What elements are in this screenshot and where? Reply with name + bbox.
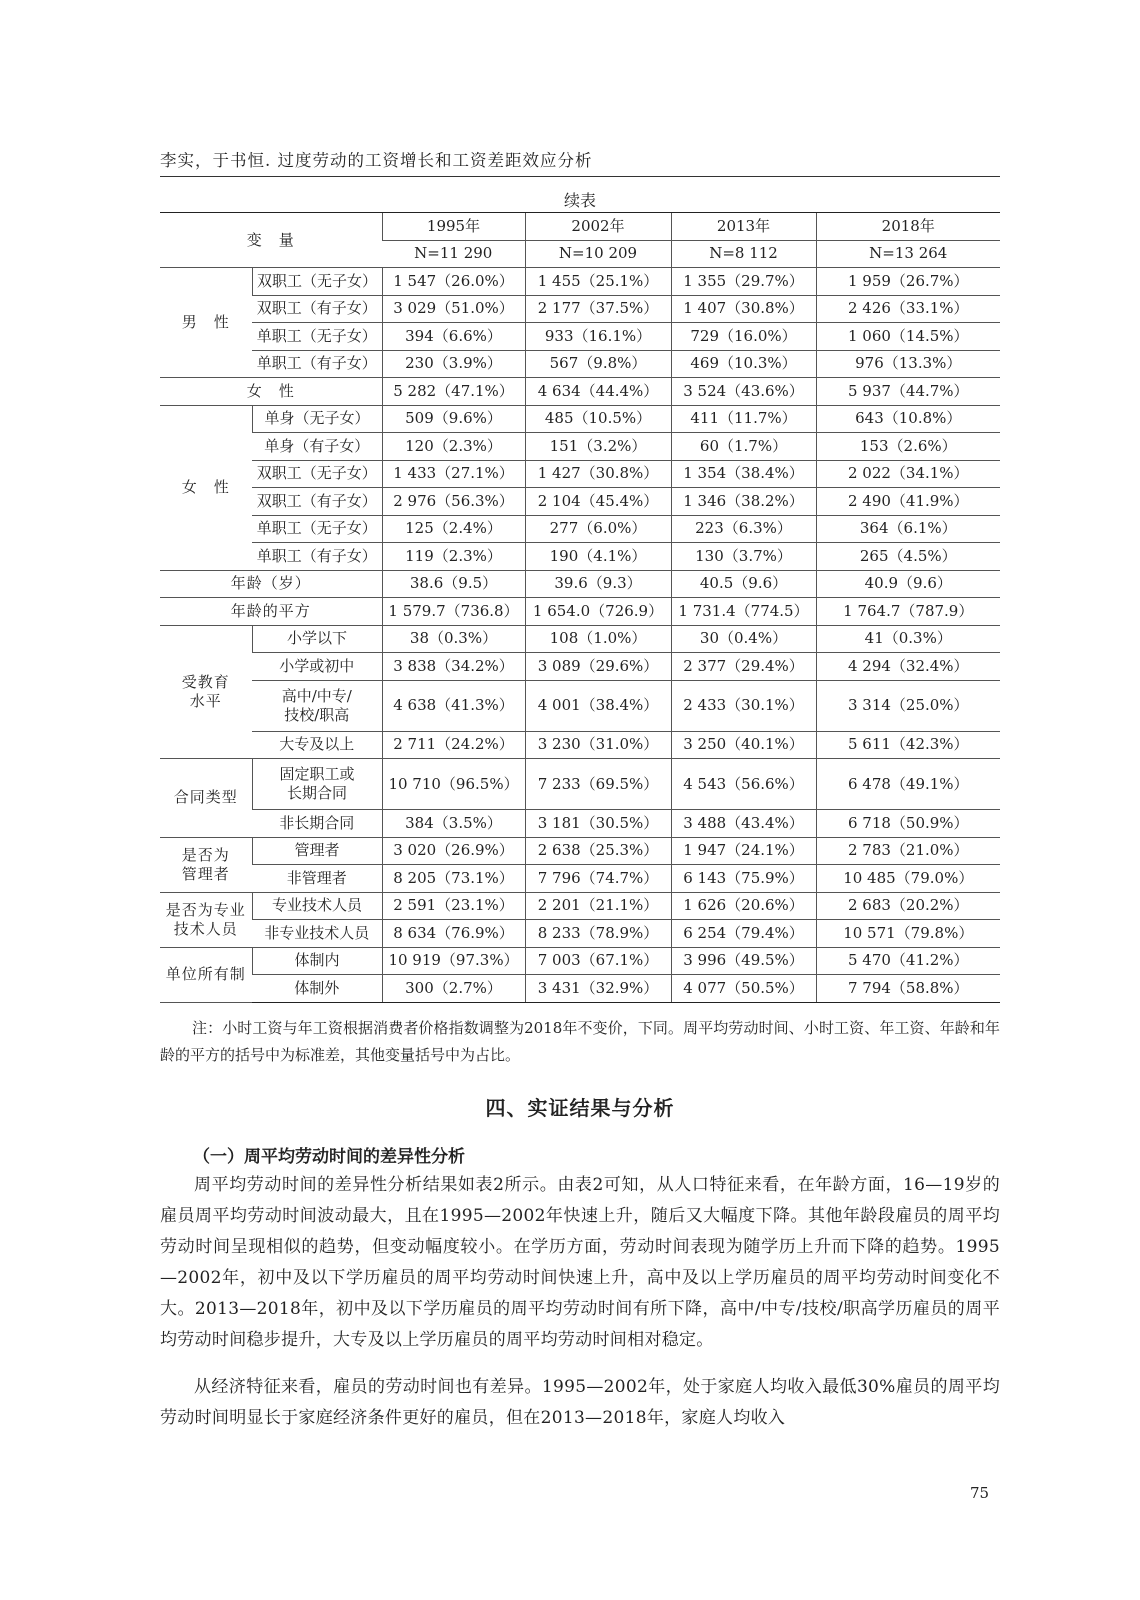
value-cell: 2 711（24.2%） (382, 731, 525, 759)
sub-label: 非专业技术人员 (252, 920, 382, 948)
value-cell: 7 003（67.1%） (525, 947, 671, 975)
table-row (160, 920, 1000, 948)
value-cell: 4 638（41.3%） (382, 680, 525, 731)
sub-label: 单身（无子女） (252, 405, 382, 433)
value-cell: 230（3.9%） (382, 350, 525, 378)
year-header: 1995年 (382, 213, 525, 241)
sub-label: 固定职工或 长期合同 (252, 759, 382, 810)
value-cell: 40.9（9.6） (816, 570, 1000, 598)
table-row (160, 975, 1000, 1003)
value-cell: 1 060（14.5%） (816, 323, 1000, 351)
value-cell: 1 346（38.2%） (671, 488, 816, 516)
value-cell: 2 377（29.4%） (671, 653, 816, 681)
group-label: 女 性 (160, 405, 252, 570)
value-cell: 3 431（32.9%） (525, 975, 671, 1003)
value-cell: 153（2.6%） (816, 433, 1000, 461)
variable-header: 变 量 (160, 213, 382, 268)
value-cell: 3 230（31.0%） (525, 731, 671, 759)
table-row (160, 892, 1000, 920)
value-cell: 411（11.7%） (671, 405, 816, 433)
section-title: 四、实证结果与分析 (485, 1096, 675, 1120)
group-label: 年龄的平方 (160, 598, 382, 626)
sample-size-header: N=8 112 (671, 240, 816, 268)
table-row (160, 759, 1000, 810)
sub-label: 专业技术人员 (252, 892, 382, 920)
value-cell: 1 764.7（787.9） (816, 598, 1000, 626)
value-cell: 108（1.0%） (525, 625, 671, 653)
table-row (160, 543, 1000, 571)
value-cell: 4 543（56.6%） (671, 759, 816, 810)
value-cell: 643（10.8%） (816, 405, 1000, 433)
group-label: 单位所有制 (160, 947, 252, 1002)
value-cell: 5 282（47.1%） (382, 378, 525, 406)
value-cell: 7 794（58.8%） (816, 975, 1000, 1003)
group-label: 合同类型 (160, 759, 252, 838)
data-table (160, 212, 1000, 1003)
value-cell: 2 976（56.3%） (382, 488, 525, 516)
value-cell: 3 524（43.6%） (671, 378, 816, 406)
value-cell: 130（3.7%） (671, 543, 816, 571)
value-cell: 5 470（41.2%） (816, 947, 1000, 975)
value-cell: 8 634（76.9%） (382, 920, 525, 948)
value-cell: 10 710（96.5%） (382, 759, 525, 810)
value-cell: 1 654.0（726.9） (525, 598, 671, 626)
value-cell: 2 783（21.0%） (816, 837, 1000, 865)
value-cell: 384（3.5%） (382, 810, 525, 838)
table-row (160, 865, 1000, 893)
table-row (160, 810, 1000, 838)
year-header: 2002年 (525, 213, 671, 241)
sub-label: 单职工（有子女） (252, 543, 382, 571)
value-cell: 1 731.4（774.5） (671, 598, 816, 626)
value-cell: 2 683（20.2%） (816, 892, 1000, 920)
table-caption: 续表 (563, 191, 596, 210)
value-cell: 3 089（29.6%） (525, 653, 671, 681)
table-row (160, 378, 1000, 406)
table-row (160, 653, 1000, 681)
value-cell: 60（1.7%） (671, 433, 816, 461)
value-cell: 119（2.3%） (382, 543, 525, 571)
value-cell: 729（16.0%） (671, 323, 816, 351)
value-cell: 1 455（25.1%） (525, 268, 671, 296)
value-cell: 1 407（30.8%） (671, 295, 816, 323)
paragraph-1: 周平均劳动时间的差异性分析结果如表2所示。由表2可知，从人口特征来看，在年龄方面，16—19岁的雇员周平均劳动时间波动最大，且在1995—2002年快速上升，随后又大幅度下降。其他年龄段雇员的周平均劳动时间呈现相似的趋势，但变动幅度较小。在学历方面，劳动时间表现为随学历上升而下降的趋势。1995—2002年，初中及以下学历雇员的周平均劳动时间快速上升，高中及以上学历雇员的周平均劳动时间变化不大。2013—2018年，初中及以下学历雇员的周平均劳动时间有所下降，高中/中专/技校/职高学历雇员的周平均劳动时间稳步提升，大专及以上学历雇员的周平均劳动时间相对稳定。 (160, 1175, 1000, 1350)
value-cell: 40.5（9.6） (671, 570, 816, 598)
table-row (160, 295, 1000, 323)
value-cell: 5 937（44.7%） (816, 378, 1000, 406)
value-cell: 190（4.1%） (525, 543, 671, 571)
value-cell: 6 254（79.4%） (671, 920, 816, 948)
value-cell: 2 591（23.1%） (382, 892, 525, 920)
sub-label: 双职工（有子女） (252, 295, 382, 323)
sample-size-header: N=11 290 (382, 240, 525, 268)
value-cell: 6 718（50.9%） (816, 810, 1000, 838)
sub-label: 单职工（无子女） (252, 515, 382, 543)
value-cell: 151（3.2%） (525, 433, 671, 461)
value-cell: 38.6（9.5） (382, 570, 525, 598)
value-cell: 120（2.3%） (382, 433, 525, 461)
value-cell: 1 433（27.1%） (382, 460, 525, 488)
value-cell: 10 919（97.3%） (382, 947, 525, 975)
table-row (160, 680, 1000, 731)
sub-label: 高中/中专/ 技校/职高 (252, 680, 382, 731)
value-cell: 485（10.5%） (525, 405, 671, 433)
value-cell: 3 996（49.5%） (671, 947, 816, 975)
value-cell: 394（6.6%） (382, 323, 525, 351)
value-cell: 1 355（29.7%） (671, 268, 816, 296)
value-cell: 3 250（40.1%） (671, 731, 816, 759)
table-row (160, 488, 1000, 516)
value-cell: 41（0.3%） (816, 625, 1000, 653)
sub-label: 小学或初中 (252, 653, 382, 681)
sub-label: 双职工（无子女） (252, 268, 382, 296)
value-cell: 3 314（25.0%） (816, 680, 1000, 731)
value-cell: 1 427（30.8%） (525, 460, 671, 488)
value-cell: 1 547（26.0%） (382, 268, 525, 296)
table-note: 注：小时工资与年工资根据消费者价格指数调整为2018年不变价，下同。周平均劳动时间、小时工资、年工资、年龄和年龄的平方的括号中为标准差，其他变量括号中为占比。 (160, 1019, 1000, 1064)
table-row (160, 947, 1000, 975)
value-cell: 6 143（75.9%） (671, 865, 816, 893)
sub-label: 单身（有子女） (252, 433, 382, 461)
value-cell: 4 001（38.4%） (525, 680, 671, 731)
page-number: 75 (970, 1484, 990, 1502)
table-row (160, 268, 1000, 296)
value-cell: 2 022（34.1%） (816, 460, 1000, 488)
value-cell: 1 579.7（736.8） (382, 598, 525, 626)
value-cell: 6 478（49.1%） (816, 759, 1000, 810)
group-label: 女 性 (160, 378, 382, 406)
group-label: 年龄（岁） (160, 570, 382, 598)
value-cell: 223（6.3%） (671, 515, 816, 543)
sub-label: 体制外 (252, 975, 382, 1003)
value-cell: 2 490（41.9%） (816, 488, 1000, 516)
sub-label: 管理者 (252, 837, 382, 865)
group-label: 受教育 水平 (160, 625, 252, 759)
sub-label: 单职工（有子女） (252, 350, 382, 378)
value-cell: 7 796（74.7%） (525, 865, 671, 893)
sub-label: 非管理者 (252, 865, 382, 893)
value-cell: 10 485（79.0%） (816, 865, 1000, 893)
subsection-title: （一）周平均劳动时间的差异性分析 (193, 1147, 465, 1167)
sub-label: 大专及以上 (252, 731, 382, 759)
sample-size-header: N=13 264 (816, 240, 1000, 268)
value-cell: 4 294（32.4%） (816, 653, 1000, 681)
value-cell: 509（9.6%） (382, 405, 525, 433)
value-cell: 469（10.3%） (671, 350, 816, 378)
table-row (160, 460, 1000, 488)
value-cell: 8 205（73.1%） (382, 865, 525, 893)
table-row (160, 570, 1000, 598)
value-cell: 2 638（25.3%） (525, 837, 671, 865)
header-row-years (160, 213, 1000, 241)
table-row (160, 323, 1000, 351)
value-cell: 277（6.0%） (525, 515, 671, 543)
value-cell: 5 611（42.3%） (816, 731, 1000, 759)
table-body (160, 213, 1000, 1003)
value-cell: 3 029（51.0%） (382, 295, 525, 323)
value-cell: 3 488（43.4%） (671, 810, 816, 838)
sample-size-header: N=10 209 (525, 240, 671, 268)
value-cell: 364（6.1%） (816, 515, 1000, 543)
value-cell: 10 571（79.8%） (816, 920, 1000, 948)
value-cell: 933（16.1%） (525, 323, 671, 351)
sub-label: 非长期合同 (252, 810, 382, 838)
running-header: 李实，于书恒. 过度劳动的工资增长和工资差距效应分析 (160, 147, 1000, 177)
value-cell: 265（4.5%） (816, 543, 1000, 571)
value-cell: 3 181（30.5%） (525, 810, 671, 838)
value-cell: 39.6（9.3） (525, 570, 671, 598)
value-cell: 2 201（21.1%） (525, 892, 671, 920)
value-cell: 1 959（26.7%） (816, 268, 1000, 296)
table-row (160, 837, 1000, 865)
value-cell: 567（9.8%） (525, 350, 671, 378)
paragraph-2: 从经济特征来看，雇员的劳动时间也有差异。1995—2002年，处于家庭人均收入最低30%雇员的周平均劳动时间明显长于家庭经济条件更好的雇员，但在2013—2018年，家庭人均收入 (160, 1377, 1000, 1428)
value-cell: 125（2.4%） (382, 515, 525, 543)
group-label: 男 性 (160, 268, 252, 378)
value-cell: 30（0.4%） (671, 625, 816, 653)
value-cell: 2 433（30.1%） (671, 680, 816, 731)
group-label: 是否为 管理者 (160, 837, 252, 892)
value-cell: 1 626（20.6%） (671, 892, 816, 920)
value-cell: 3 838（34.2%） (382, 653, 525, 681)
table-row (160, 625, 1000, 653)
value-cell: 8 233（78.9%） (525, 920, 671, 948)
value-cell: 1 354（38.4%） (671, 460, 816, 488)
sub-label: 双职工（有子女） (252, 488, 382, 516)
table-row (160, 515, 1000, 543)
table-row (160, 433, 1000, 461)
value-cell: 38（0.3%） (382, 625, 525, 653)
table-row (160, 350, 1000, 378)
year-header: 2013年 (671, 213, 816, 241)
value-cell: 3 020（26.9%） (382, 837, 525, 865)
group-label: 是否为专业 技术人员 (160, 892, 252, 947)
value-cell: 4 077（50.5%） (671, 975, 816, 1003)
value-cell: 2 426（33.1%） (816, 295, 1000, 323)
sub-label: 体制内 (252, 947, 382, 975)
table-row (160, 405, 1000, 433)
value-cell: 1 947（24.1%） (671, 837, 816, 865)
sub-label: 双职工（无子女） (252, 460, 382, 488)
table-row (160, 598, 1000, 626)
table-row (160, 731, 1000, 759)
year-header: 2018年 (816, 213, 1000, 241)
value-cell: 4 634（44.4%） (525, 378, 671, 406)
value-cell: 300（2.7%） (382, 975, 525, 1003)
value-cell: 976（13.3%） (816, 350, 1000, 378)
sub-label: 小学以下 (252, 625, 382, 653)
value-cell: 2 177（37.5%） (525, 295, 671, 323)
value-cell: 7 233（69.5%） (525, 759, 671, 810)
value-cell: 2 104（45.4%） (525, 488, 671, 516)
sub-label: 单职工（无子女） (252, 323, 382, 351)
